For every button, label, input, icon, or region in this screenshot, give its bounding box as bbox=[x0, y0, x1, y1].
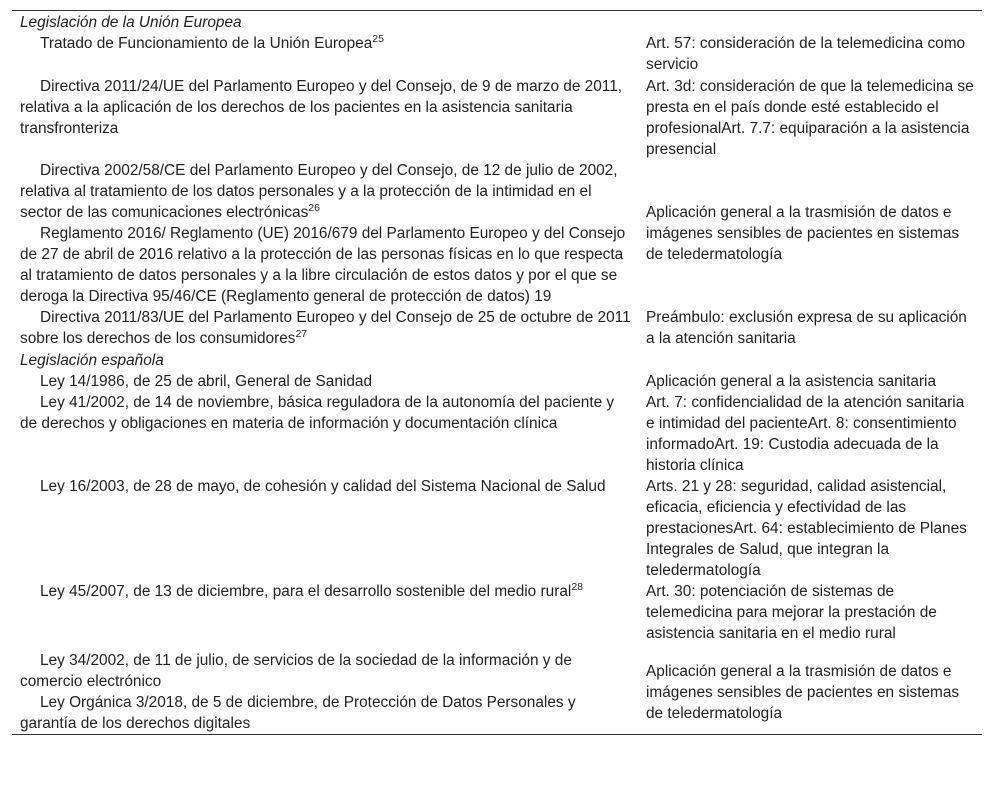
desc-cell: Art. 7: confidencialidad de la atención sanitaria e intimidad del pacienteArt. 8: consentimiento informadoArt. 19: Custodia adecuada de la historia clínica bbox=[646, 394, 965, 474]
desc-cell-shared: Aplicación general a la trasmisión de datos e imágenes sensibles de pacientes en sistemas de teledermatología bbox=[646, 662, 960, 722]
law-cell: Ley 34/2002, de 11 de julio, de servicios de la sociedad de la información y de comercio electrónico bbox=[20, 652, 572, 690]
desc-cell: Arts. 21 y 28: seguridad, calidad asistencial, eficacia, eficiencia y efectividad de las prestacionesArt. 64: establecimiento de Planes Integrales de Salud, que integran la teledermatología bbox=[646, 478, 967, 579]
section-title-eu: Legislación de la Unión Europea bbox=[20, 14, 242, 31]
law-cell: Ley 45/2007, de 13 de diciembre, para el desarrollo sostenible del medio rural$^{28}$ bbox=[40, 580, 583, 600]
law-cell: Tratado de Funcionamiento de la Unión Europea$^{25}$ bbox=[40, 32, 384, 52]
section-title-es: Legislación española bbox=[20, 352, 164, 369]
law-cell: Directiva 2002/58/CE del Parlamento Europeo y del Consejo, de 12 de julio de 2002, relativa al tratamiento de los datos personales y a la protección de la intimidad en el sector de las comunicaciones electrónicas$^{26}$ bbox=[20, 162, 618, 221]
law-cell: Reglamento 2016/ Reglamento (UE) 2016/679 del Parlamento Europeo y del Consejo de 27 de abril de 2016 relativo a la protección de las personas físicas en lo que respecta al tratamiento de datos personales y a la libre circulación de estos datos y por el que se deroga la Directiva 95/46/CE (Reglamento general de protección de datos) 19 bbox=[20, 225, 626, 305]
table-row bbox=[12, 160, 982, 223]
law-cell: Ley Orgánica 3/2018, de 5 de diciembre, de Protección de Datos Personales y garantía de los derechos digitales bbox=[20, 694, 576, 732]
table-row bbox=[12, 371, 982, 392]
law-cell: Ley 14/1986, de 25 de abril, General de Sanidad bbox=[40, 373, 373, 390]
table-row bbox=[12, 33, 982, 76]
legislation-table bbox=[12, 10, 982, 735]
desc-cell: Art. 57: consideración de la telemedicina como servicio bbox=[646, 35, 966, 73]
table-row bbox=[12, 392, 982, 476]
desc-cell: Preámbulo: exclusión expresa de su aplicación a la atención sanitaria bbox=[646, 309, 967, 347]
law-cell: Directiva 2011/83/UE del Parlamento Europeo y del Consejo de 25 de octubre de 2011 sobre los derechos de los consumidores$^{27}$ bbox=[20, 309, 631, 347]
table-row bbox=[12, 476, 982, 581]
law-cell: Directiva 2011/24/UE del Parlamento Europeo y del Consejo, de 9 de marzo de 2011, relativa a la aplicación de los derechos de los pacientes en la asistencia sanitaria transfronteriza bbox=[20, 78, 623, 137]
table-row bbox=[12, 76, 982, 160]
law-cell: Ley 41/2002, de 14 de noviembre, básica reguladora de la autonomía del paciente y de derechos y obligaciones en materia de información y documentación clínica bbox=[20, 394, 615, 432]
table-row bbox=[12, 307, 982, 349]
law-cell: Ley 16/2003, de 28 de mayo, de cohesión y calidad del Sistema Nacional de Salud bbox=[40, 478, 606, 495]
desc-cell: Art. 3d: consideración de que la telemedicina se presta en el país donde esté establecido el profesionalArt. 7.7: equiparación a la asistencia presencial bbox=[646, 78, 974, 158]
table-row bbox=[12, 650, 982, 692]
desc-cell: Aplicación general a la asistencia sanitaria bbox=[646, 373, 937, 390]
desc-cell: Art. 30: potenciación de sistemas de telemedicina para mejorar la prestación de asistencia sanitaria en el medio rural bbox=[646, 583, 937, 642]
desc-cell-shared: Aplicación general a la trasmisión de datos e imágenes sensibles de pacientes en sistemas de teledermatología bbox=[646, 204, 960, 263]
table-row bbox=[12, 581, 982, 650]
